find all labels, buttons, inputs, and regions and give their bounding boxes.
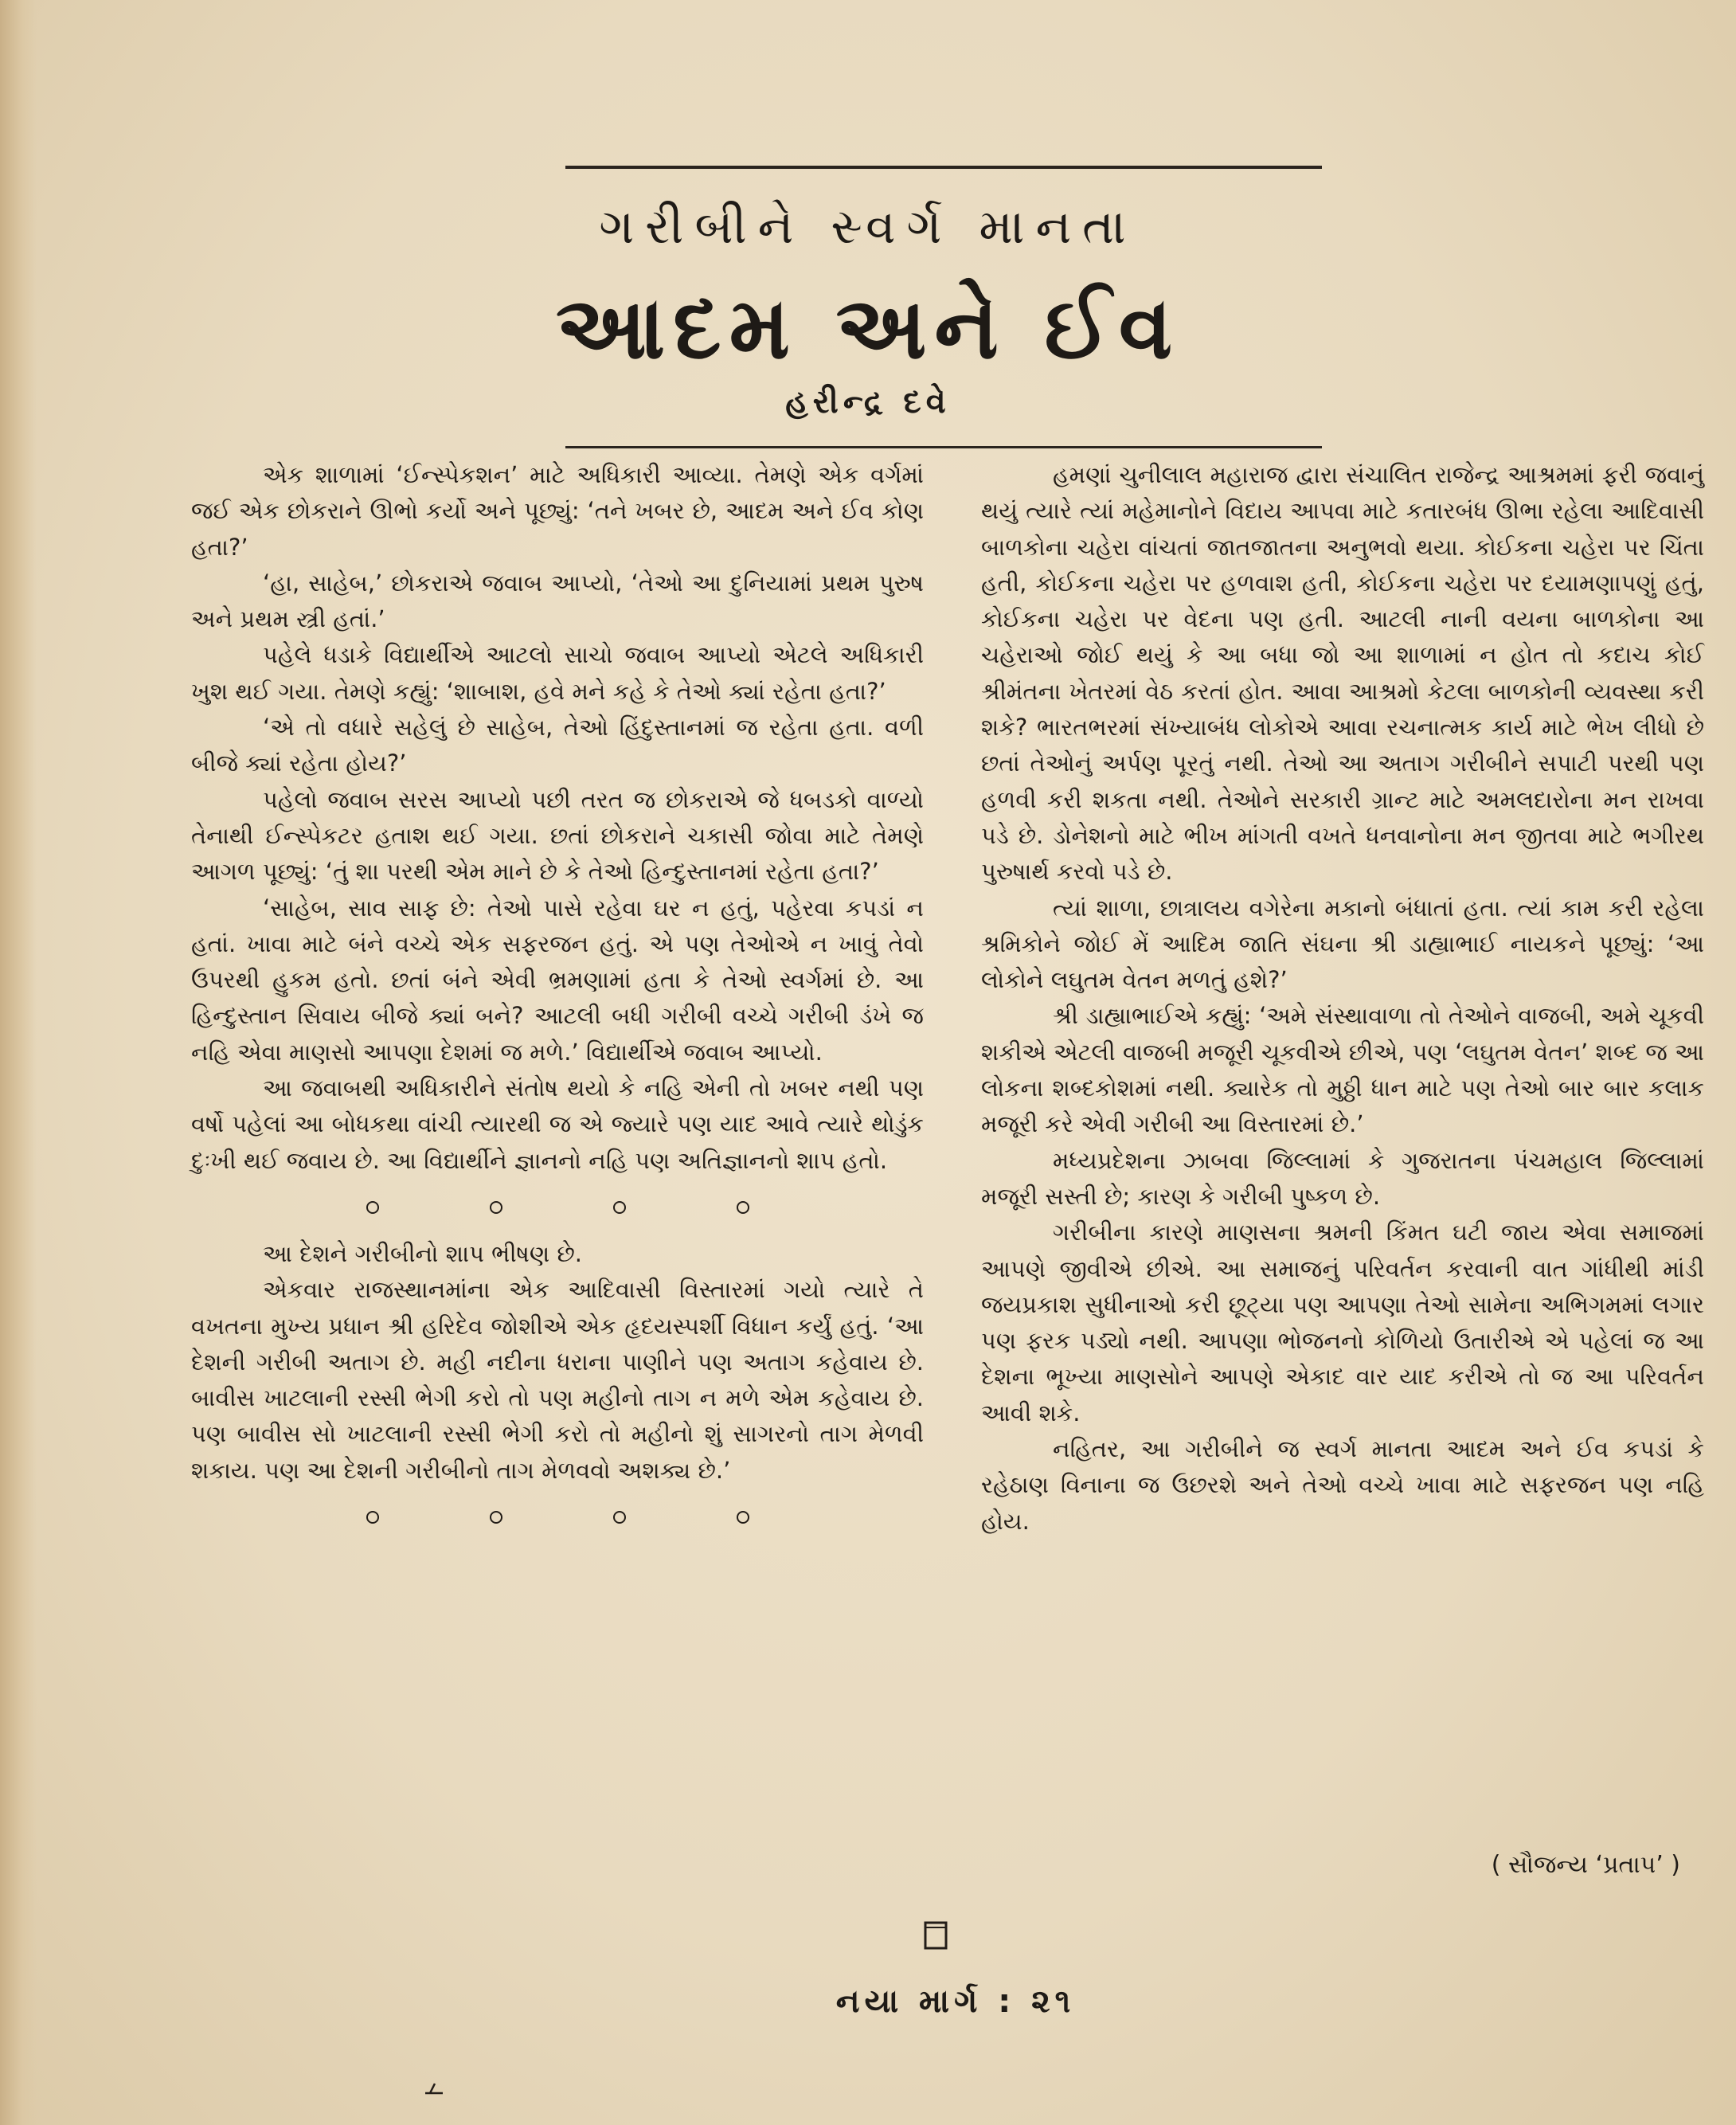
left-paragraph: ‘એ તો વધારે સહેલું છે સાહેબ, તેઓ હિંદુસ્તાનમાં જ રહેતા હતા. વળી બીજે ક્યાં રહેતા હોય?’ bbox=[191, 714, 924, 777]
section-end-dot bbox=[490, 1511, 502, 1524]
byline-rule bbox=[565, 446, 1322, 448]
left-paragraph: ‘સાહેબ, સાવ સાફ છે: તેઓ પાસે રહેવા ઘર ન હતું, પહેરવા કપડાં ન હતાં. ખાવા માટે બંને વચ્ચે એક સફરજન હતું. એ પણ તેઓએ ન ખાવું તેવો ઉપરથી હુકમ હતો. છતાં બંને એવી ભ્રમણામાં હતા કે તેઓ સ્વર્ગમાં છે. આ હિન્દુસ્તાન સિવાય બીજે ક્યાં બને? આટલી બધી ગરીબી વચ્ચે ગરીબી ડંખે જ નહિ એવા માણસો આપણા દેશમાં જ મળે.’ વિદ્યાર્થીએ જવાબ આપ્યો. bbox=[191, 894, 924, 1066]
section-end-dot bbox=[366, 1511, 379, 1524]
section-end-dot bbox=[737, 1511, 749, 1524]
left-column bbox=[191, 457, 924, 1546]
left-paragraph: એક શાળામાં ‘ઈન્સ્પેકશન’ માટે અધિકારી આવ્યા. તેમણે એક વર્ગમાં જઈ એક છોકરાને ઊભો કર્યો અને પૂછ્યું: ‘તને ખબર છે, આદમ અને ઈવ કોણ હતા?’ bbox=[191, 461, 924, 561]
right-paragraph: ગરીબીના કારણે માણસના શ્રમની કિંમત ઘટી જાય એવા સમાજમાં આપણે જીવીએ છીએ. આ સમાજનું પરિવર્તન કરવાની વાત ગાંધીથી માંડી જયપ્રકાશ સુધીનાઓ કરી છૂટ્યા પણ આપણા તેઓ સામેના અભિગમમાં લગાર પણ ફરક પડ્યો નથી. આપણા ભોજનનો કોળિયો ઉતારીએ એ પહેલાં જ આ દેશના ભૂખ્યા માણસોને આપણે એકાદ વાર યાદ કરીએ તો જ આ પરિવર્તન આવી શકે. bbox=[981, 1219, 1704, 1426]
section-end-dots bbox=[191, 1489, 924, 1546]
article-kicker: ગરીબીને સ્વર્ગ માનતા bbox=[599, 199, 1137, 255]
section-break-dot bbox=[737, 1201, 749, 1214]
left-paragraph: આ જવાબથી અધિકારીને સંતોષ થયો કે નહિ એની તો ખબર નથી પણ વર્ષો પહેલાં આ બોધકથા વાંચી ત્યારથી જ એ જ્યારે પણ યાદ આવે ત્યારે થોડુંક દુઃખી થઈ જવાય છે. આ વિદ્યાર્થીને જ્ઞાનનો નહિ પણ અતિજ્ઞાનનો શાપ હતો. bbox=[191, 1074, 924, 1174]
right-paragraph: શ્રી ડાહ્યાભાઈએ કહ્યું: ‘અમે સંસ્થાવાળા તો તેઓને વાજબી, અમે ચૂકવી શકીએ એટલી વાજબી મજૂરી ચૂકવીએ છીએ, પણ ‘લઘુતમ વેતન’ શબ્દ જ આ લોકના શબ્દકોશમાં નથી. ક્યારેક તો મુઠ્ઠી ધાન માટે પણ તેઓ બાર બાર કલાક મજૂરી કરે એવી ગરીબી આ વિસ્તારમાં છે.’ bbox=[981, 1002, 1704, 1138]
stray-ink-mark bbox=[422, 2080, 446, 2096]
left-paragraph: પહેલે ધડાકે વિદ્યાર્થીએ આટલો સાચો જવાબ આપ્યો એટલે અધિકારી ખુશ થઈ ગયા. તેમણે કહ્યું: ‘શાબાશ, હવે મને કહે કે તેઓ ક્યાં રહેતા હતા?’ bbox=[191, 641, 924, 705]
end-mark-box-icon bbox=[924, 1920, 948, 1950]
right-column bbox=[981, 457, 1704, 1540]
section-break-dots bbox=[191, 1179, 924, 1236]
right-paragraph: હમણાં ચુનીલાલ મહારાજ દ્વારા સંચાલિત રાજેન્દ્ર આશ્રમમાં ફરી જવાનું થયું ત્યારે ત્યાં મહેમાનોને વિદાય આપવા માટે કતારબંધ ઊભા રહેલા આદિવાસી બાળકોના ચહેરા વાંચતાં જાતજાતના અનુભવો થયા. કોઈકના ચહેરા પર ચિંતા હતી, કોઈકના ચહેરા પર હળવાશ હતી, કોઈકના ચહેરા પર દયામણાપણું હતું, કોઈકના ચહેરા પર વેદના પણ હતી. આટલી નાની વયના બાળકોના આ ચહેરાઓ જોઈ થયું કે આ બધા જો આ શાળામાં ન હોત તો કદાચ કોઈ શ્રીમંતના ખેતરમાં વેઠ કરતાં હોત. આવા આશ્રમો કેટલા બાળકોની વ્યવસ્થા કરી શકે? ભારતભરમાં સંખ્યાબંધ લોકોએ આવા રચનાત્મક કાર્ય માટે ભેખ લીધો છે છતાં તેઓનું અર્પણ પૂરતું નથી. તેઓ આ અતાગ ગરીબીને સપાટી પરથી પણ હળવી કરી શકતા નથી. તેઓને સરકારી ગ્રાન્ટ માટે અમલદારોના મન રાખવા પડે છે. ડોનેશનો માટે ભીખ માંગતી વખતે ધનવાનોના મન જીતવા માટે ભગીરથ પુરુષાર્થ કરવો પડે છે. bbox=[981, 461, 1704, 886]
section-end-dot bbox=[613, 1511, 626, 1524]
source-credit: ( સૌજન્ય ‘પ્રતાપ’ ) bbox=[1491, 1851, 1680, 1879]
right-paragraph: નહિતર, આ ગરીબીને જ સ્વર્ગ માનતા આદમ અને ઈવ કપડાં કે રહેઠાણ વિનાના જ ઉછરશે અને તેઓ વચ્ચે ખાવા માટે સફરજન પણ નહિ હોય. bbox=[981, 1435, 1704, 1535]
right-paragraph: મધ્યપ્રદેશના ઝાબવા જિલ્લામાં કે ગુજરાતના પંચમહાલ જિલ્લામાં મજૂરી સસ્તી છે; કારણ કે ગરીબી પુષ્કળ છે. bbox=[981, 1146, 1704, 1210]
left-paragraph: ‘હા, સાહેબ,’ છોકરાએ જવાબ આપ્યો, ‘તેઓ આ દુનિયામાં પ્રથમ પુરુષ અને પ્રથમ સ્ત્રી હતાં.’ bbox=[191, 569, 924, 633]
top-rule bbox=[565, 166, 1322, 169]
page-footer: નયા માર્ગ : ૨૧ bbox=[835, 1983, 1076, 2020]
article-author: હરીન્દ્ર દવે bbox=[785, 384, 951, 421]
section-break-dot bbox=[613, 1201, 626, 1214]
left-paragraph: પહેલો જવાબ સરસ આપ્યો પછી તરત જ છોકરાએ જે ધબડકો વાળ્યો તેનાથી ઈન્સ્પેકટર હતાશ થઈ ગયા. છતાં છોકરાને ચકાસી જોવા માટે તેમણે આગળ પૂછ્યું: ‘તું શા પરથી એમ માને છે કે તેઓ હિન્દુસ્તાનમાં રહેતા હતા?’ bbox=[191, 785, 924, 886]
article-headline: આદમ અને ઈવ bbox=[555, 279, 1181, 378]
page-binding-edge bbox=[0, 0, 37, 2125]
left-paragraph: આ દેશને ગરીબીનો શાપ ભીષણ છે. bbox=[263, 1239, 582, 1267]
section-break-dot bbox=[366, 1201, 379, 1214]
section-break-dot bbox=[490, 1201, 502, 1214]
left-paragraph: એકવાર રાજસ્થાનમાંના એક આદિવાસી વિસ્તારમાં ગયો ત્યારે તે વખતના મુખ્ય પ્રધાન શ્રી હરિદેવ જોશીએ એક હૃદયસ્પર્શી વિધાન કર્યું હતું. ‘આ દેશની ગરીબી અતાગ છે. મહી નદીના ધરાના પાણીને પણ અતાગ કહેવાય છે. બાવીસ ખાટલાની રસ્સી ભેગી કરો તો પણ મહીનો તાગ ન મળે એમ કહેવાય છે. પણ બાવીસ સો ખાટલાની રસ્સી ભેગી કરો તો મહીનો શું સાગરનો તાગ મેળવી શકાય. પણ આ દેશની ગરીબીનો તાગ મેળવવો અશક્ય છે.’ bbox=[191, 1276, 924, 1484]
right-paragraph: ત્યાં શાળા, છાત્રાલય વગેરેના મકાનો બંધાતાં હતા. ત્યાં કામ કરી રહેલા શ્રમિકોને જોઈ મેં આદિમ જાતિ સંઘના શ્રી ડાહ્યાભાઈ નાયકને પૂછ્યું: ‘આ લોકોને લઘુતમ વેતન મળતું હશે?’ bbox=[981, 894, 1704, 994]
